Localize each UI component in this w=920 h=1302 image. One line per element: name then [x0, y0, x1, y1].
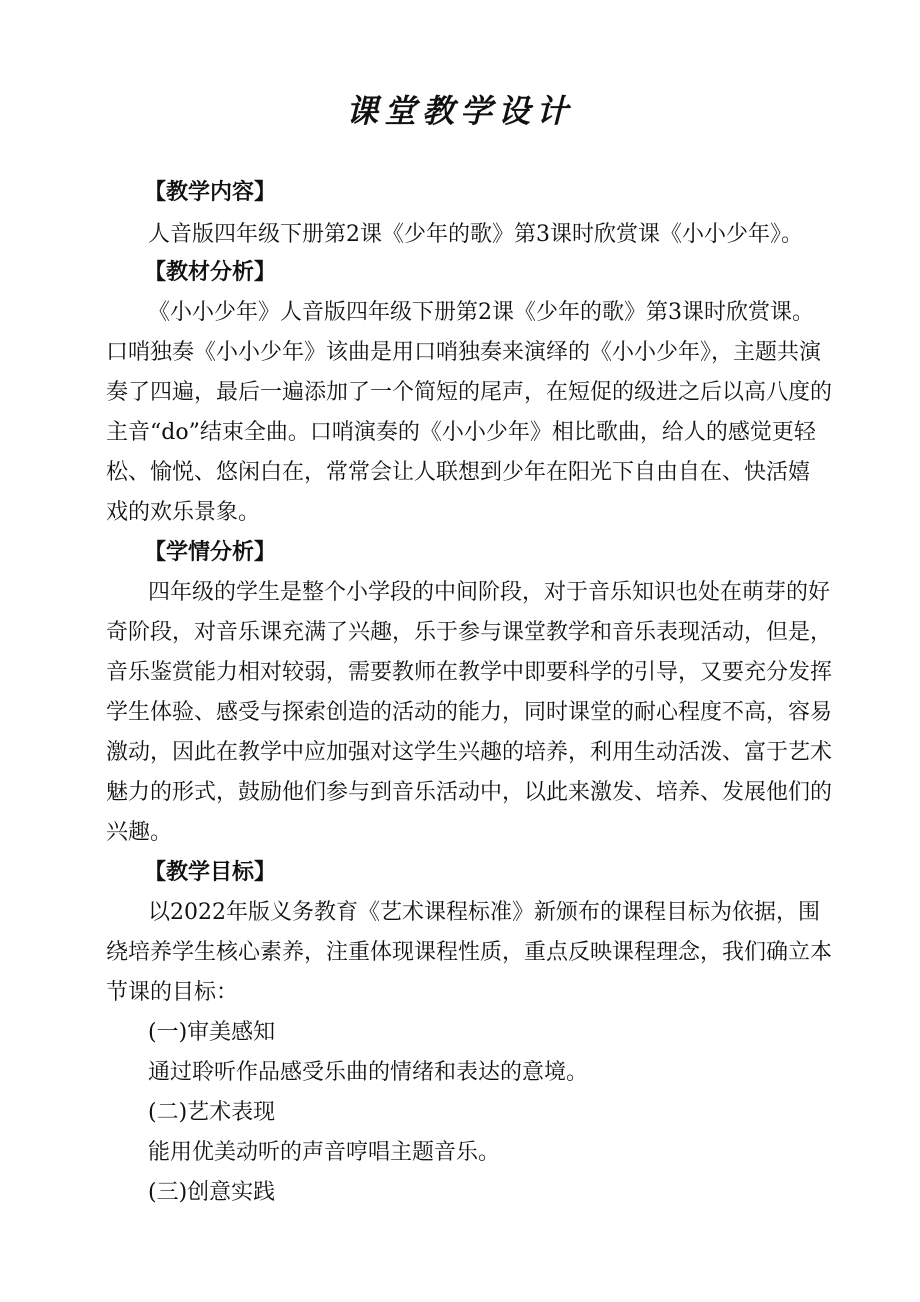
section-heading-content: 【教学内容】: [144, 180, 277, 205]
page-title: 课堂教学设计: [345, 92, 574, 130]
paragraph-line: 兴趣。: [106, 820, 173, 845]
paragraph-line: 松、愉悦、悠闲白在，常常会让人联想到少年在阳光下自由自在、快活嬉: [106, 460, 811, 485]
paragraph-line: 戏的欢乐景象。: [106, 500, 261, 525]
paragraph-line: 以2022年版义务教育《艺术课程标准》新颁布的课程目标为依据，围: [148, 900, 820, 925]
subheading-aesthetic: (一)审美感知: [148, 1020, 276, 1045]
paragraph-line: 奇阶段，对音乐课充满了兴趣，乐于参与课堂教学和音乐表现活动，但是，: [106, 620, 833, 645]
paragraph-line: 节课的目标：: [106, 980, 239, 1005]
paragraph-line: 主音“do”结束全曲。口哨演奏的《小小少年》相比歌曲，给人的感觉更轻: [106, 420, 816, 445]
paragraph-line: 绕培养学生核心素养，注重体现课程性质，重点反映课程理念，我们确立本: [106, 940, 833, 965]
paragraph-line: 人音版四年级下册第2课《少年的歌》第3课时欣赏课《小小少年》。: [148, 222, 803, 247]
paragraph-line: 《小小少年》人音版四年级下册第2课《少年的歌》第3课时欣赏课。: [148, 300, 814, 325]
paragraph-line: 奏了四遍，最后一遍添加了一个简短的尾声，在短促的级进之后以高八度的: [106, 380, 833, 405]
paragraph-line: 激动，因此在教学中应加强对这学生兴趣的培养，利用生动活泼、富于艺术: [106, 740, 833, 765]
paragraph-line: 四年级的学生是整个小学段的中间阶段，对于音乐知识也处在萌芽的好: [148, 580, 831, 605]
paragraph-line: 学生体验、感受与探索创造的活动的能力，同时课堂的耐心程度不高，容易: [106, 700, 833, 725]
section-heading-students: 【学情分析】: [144, 540, 277, 565]
subheading-creative: (三)创意实践: [148, 1180, 276, 1205]
paragraph-line: 音乐鉴赏能力相对较弱，需要教师在教学中即要科学的引导，又要充分发挥: [106, 660, 833, 685]
section-heading-material: 【教材分析】: [144, 260, 277, 285]
subheading-performance: (二)艺术表现: [148, 1100, 276, 1125]
paragraph-line: 能用优美动听的声音哼唱主题音乐。: [148, 1140, 501, 1165]
section-heading-goals: 【教学目标】: [144, 860, 277, 885]
paragraph-line: 通过聆听作品感受乐曲的情绪和表达的意境。: [148, 1060, 589, 1085]
paragraph-line: 魅力的形式，鼓励他们参与到音乐活动中，以此来激发、培养、发展他们的: [106, 780, 833, 805]
paragraph-line: 口哨独奏《小小少年》该曲是用口哨独奏来演绎的《小小少年》，主题共演: [106, 340, 822, 365]
